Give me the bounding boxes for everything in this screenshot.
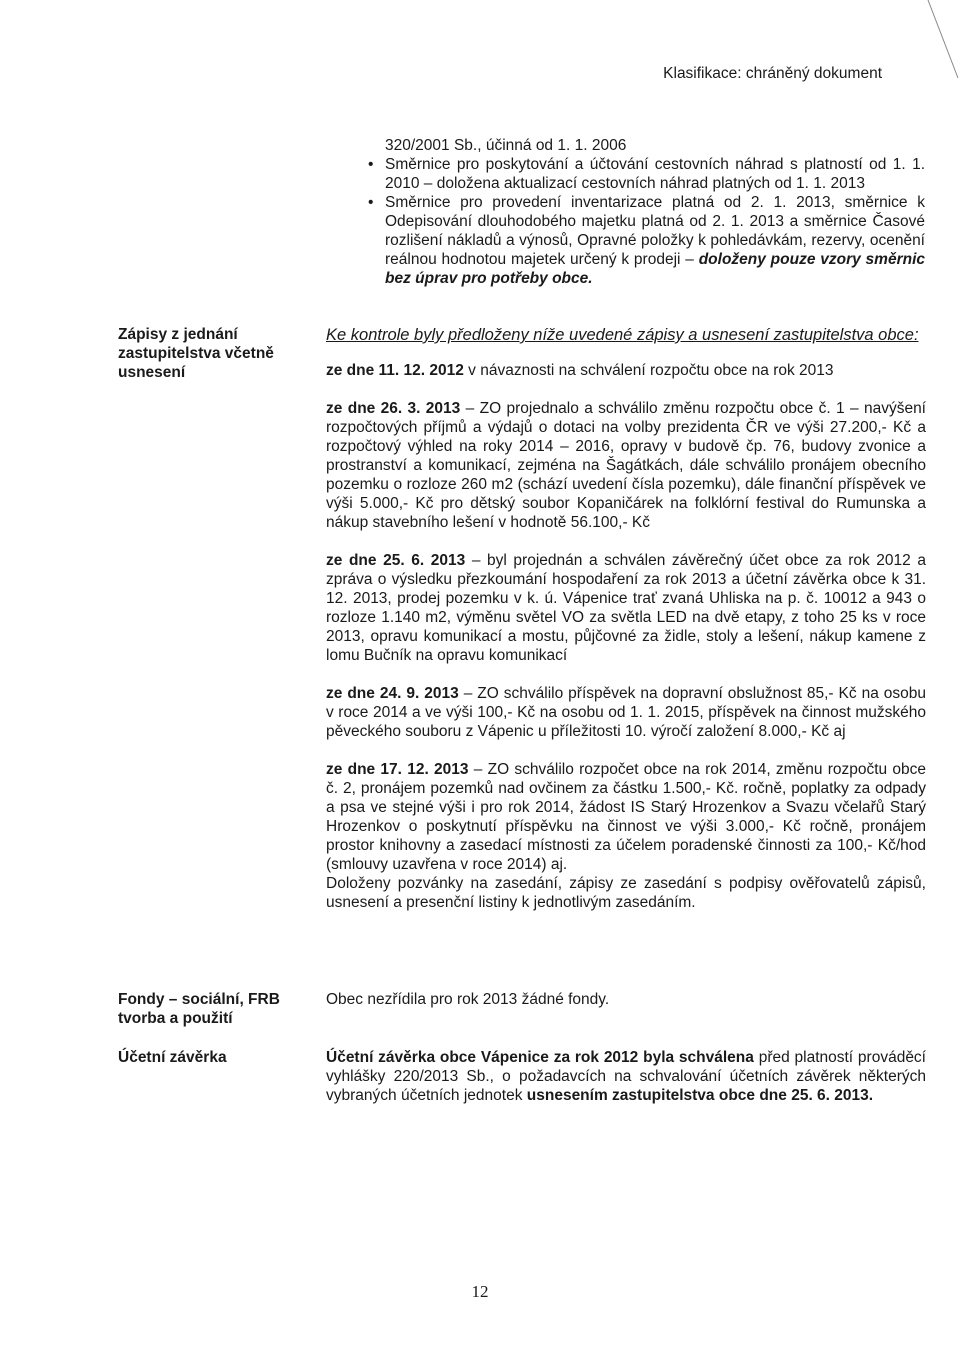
entry-date: ze dne 26. 3. 2013: [326, 400, 461, 417]
minutes-entry: [326, 760, 926, 874]
closing-text: Doloženy pozvánky na zasedání, zápisy ze zasedání s podpisy ověřovatelů zápisů, usnesení a presenční listiny k jednotlivým zasedáním.: [326, 875, 926, 911]
zaverka-text: [326, 1048, 926, 1105]
classification-header: Klasifikace: chráněný dokument: [663, 65, 882, 82]
minutes-entry: [326, 551, 926, 665]
entry-text: – byl projednán a schválen závěrečný účet obce za rok 2012 a zpráva o výsledku přezkoumání hospodaření za rok 2013 a účetní závěrka obce k 31. 12. 2013, prodej pozemku v k. ú. Vápenice trať zvaná Uhliska na p. č. 10012 a 943 o rozloze 1.140 m2, výměnu světel VO za světla LED na dvě etapy, z toho 25 ks v roce 2013, opravu komunikací a mostu, půjčovné za židle, stoly a lešení, nákup kamene z lomu Bučník na opravu komunikací: [326, 552, 926, 664]
zaverka-middle: před platností prováděcí vyhlášky 220/2013 Sb., o požadavcích na schvalování účetních závěrek některých vybraných účetních jednotek: [326, 1049, 926, 1104]
section-label: Zápisy z jednání zastupitelstva včetně usnesení: [118, 326, 274, 381]
entry-date: ze dne 17. 12. 2013: [326, 761, 469, 778]
zaverka-bold-end: usnesením zastupitelstva obce dne 25. 6. 2013.: [526, 1087, 874, 1104]
entry-date: ze dne 25. 6. 2013: [326, 552, 466, 569]
list-item: [368, 193, 926, 288]
zaverka-bold-start: Účetní závěrka obce Vápenice za rok 2012 byla schválena: [326, 1049, 754, 1066]
bullet-icon: •: [368, 156, 374, 173]
entry-date: ze dne 24. 9. 2013: [326, 685, 459, 702]
section-label: Fondy – sociální, FRB tvorba a použití: [118, 991, 280, 1027]
entry-text: – ZO schválilo příspěvek na dopravní obslužnost 85,- Kč na osobu v roce 2014 a ve výši 100,- Kč na osobu od 1. 1. 2015, příspěvek na činnost mužského pěveckého souboru z Vápenic u příležitosti 10. výročí založení 8.000,- Kč aj: [326, 685, 927, 740]
page-number: 12: [471, 1282, 489, 1301]
minutes-entry: [326, 399, 926, 532]
section-label: Účetní závěrka: [118, 1049, 227, 1066]
section-content: [326, 1048, 926, 1105]
minutes-entry: [326, 361, 926, 380]
list-item-emphasis: doloženy pouze vzory směrnic bez úprav pro potřeby obce.: [385, 251, 926, 287]
entry-text: v návaznosti na schválení rozpočtu obce na rok 2013: [463, 362, 834, 379]
intro-text: Ke kontrole byly předloženy níže uvedené zápisy a usnesení zastupitelstva obce:: [326, 326, 919, 344]
section-content: [326, 990, 926, 1009]
scan-corner-mark: [920, 0, 960, 80]
entry-text: – ZO projednalo a schválilo změnu rozpočtu obce č. 1 – navýšení rozpočtových příjmů a výdajů o dotaci na volby prezidenta ČR ve výši 27.200,- Kč a rozpočtový výhled na roky 2014 – 2016, opravy v budově čp. 76, budovy zvonice a prostranství a komunikací, zejména na Šagátkách, dále schválilo pronájem obecního pozemku o rozloze 260 m2 (schází uvedení čísla pozemku), dále finanční příspěvek ve výši 5.000,- Kč pro dětský soubor Kopaničárek na folklórní festival do Rumunska a nákup stavebního lešení v hodnotě 56.100,- Kč: [326, 400, 926, 531]
list-continuation: 320/2001 Sb., účinná od 1. 1. 2006: [385, 137, 627, 154]
list-item-text: Směrnice pro provedení inventarizace platná od 2. 1. 2013, směrnice k Odepisování dlouhodobého majetku platná od 2. 1. 2013 a směrnice Časové rozlišení nákladů a výnosů, Opravné položky k pohledávkám, rezervy, ocenění reálnou hodnotou majetek určený k prodeji –: [385, 194, 925, 268]
minutes-entry: [326, 684, 926, 741]
section-content: [326, 325, 926, 912]
entry-text: – ZO schválilo rozpočet obce na rok 2014, změnu rozpočtu obce č. 2, pronájem pozemků nad ovčinem za částku 1.500,- Kč. ročně, poplatky za odpady a psa ve stejné výši i pro rok 2014, žádost IS Starý Hrozenkov a Svazu včelařů Starý Hrozenkov o poskytnutí příspěvku na činnost ve výši 3.000,- Kč ročně, pronájem prostor knihovny a zasedací místnosti za účelem poradenské činnosti za 100,- Kč/hod (smlouvy uzavřena v roce 2014) aj.: [326, 761, 926, 873]
directives-list: [368, 136, 926, 288]
list-item-text: Směrnice pro poskytování a účtování cestovních náhrad s platností od 1. 1. 2010 – doložena aktualizací cestovních náhrad platných od 1. 1. 2013: [385, 156, 925, 192]
fondy-text: Obec nezřídila pro rok 2013 žádné fondy.: [326, 991, 610, 1008]
bullet-icon: •: [368, 194, 374, 211]
entry-date: ze dne 11. 12. 2012: [326, 362, 464, 379]
list-item: [368, 155, 925, 193]
